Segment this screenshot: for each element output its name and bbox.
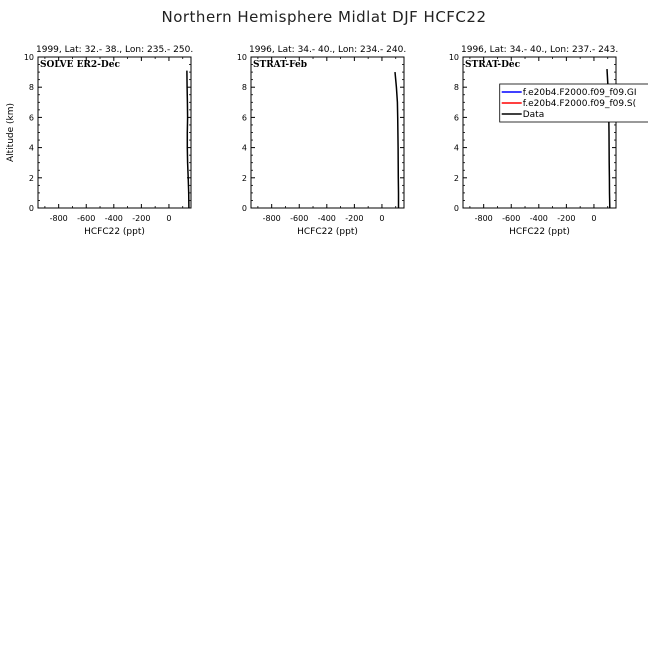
- panel-3-ytick-label: 6: [453, 113, 459, 123]
- panel-2-xtick-label: -400: [317, 214, 336, 223]
- panel-3-xlabel: HCFC22 (ppt): [509, 227, 570, 237]
- panel-1-ytick-label: 10: [23, 53, 34, 62]
- panel-2-ytick-label: 6: [241, 113, 247, 123]
- panel-2-ytick-label: 0: [241, 204, 247, 213]
- panel-1-frame: [38, 57, 191, 208]
- panel-3-ytick-label: 10: [448, 53, 459, 62]
- panel-3-ytick-label: 2: [453, 173, 459, 183]
- panel-1-ytick-label: 8: [28, 83, 34, 93]
- page-title: Northern Hemisphere Midlat DJF HCFC22: [161, 8, 487, 26]
- panel-1-ytick-label: 2: [28, 173, 34, 183]
- panel-3-ytick-label: 0: [453, 204, 459, 213]
- panel-1-xtick-label: 0: [166, 214, 172, 223]
- panel-1-ytick-label: 4: [28, 143, 34, 153]
- panel-3-legend-entry: f.e20b4.F2000.f09_f09.S(: [522, 99, 637, 109]
- panel-1-xtick-label: -800: [49, 214, 68, 223]
- panel-3-label: STRAT-Dec: [465, 60, 521, 70]
- panel-2-xtick-label: -800: [262, 214, 281, 223]
- panel-3-subtitle: 1996, Lat: 34.- 40., Lon: 237.- 243.: [461, 45, 619, 55]
- panel-3-ytick-label: 4: [453, 143, 459, 153]
- panel-2-label: STRAT-Feb: [253, 60, 308, 70]
- panel-1-label: SOLVE ER2-Dec: [40, 60, 120, 70]
- panel-3-xtick-label: -400: [529, 214, 548, 223]
- panel-3-xtick-label: -800: [474, 214, 493, 223]
- panel-2-xtick-label: -200: [345, 214, 364, 223]
- panel-1-xtick-label: -200: [132, 214, 151, 223]
- panel-3-xtick-label: -200: [557, 214, 576, 223]
- panel-1-ytick-label: 0: [28, 204, 34, 213]
- panel-2-xtick-label: -600: [290, 214, 309, 223]
- panel-1-subtitle: 1999, Lat: 32.- 38., Lon: 235.- 250.: [36, 45, 194, 55]
- panel-1-ylabel: Altitude (km): [6, 102, 16, 163]
- panel-3-legend-entry: Data: [522, 110, 545, 120]
- panel-2-ytick-label: 8: [241, 83, 247, 93]
- panel-2-ytick-label: 10: [236, 53, 247, 62]
- panel-2-ytick-label: 4: [241, 143, 247, 153]
- panel-1-series-1-line: [187, 71, 189, 208]
- panel-1-xtick-label: -400: [104, 214, 123, 223]
- panel-3-xtick-label: -600: [502, 214, 521, 223]
- panel-3-xtick-label: 0: [591, 214, 597, 223]
- panel-3-ytick-label: 8: [453, 83, 459, 93]
- panel-2-series-1-line: [395, 72, 399, 208]
- panel-1-xlabel: HCFC22 (ppt): [84, 227, 145, 237]
- panel-2-ytick-label: 2: [241, 173, 247, 183]
- panel-2-frame: [251, 57, 404, 208]
- panel-1-ytick-label: 6: [28, 113, 34, 123]
- panel-2-xlabel: HCFC22 (ppt): [297, 227, 358, 237]
- panel-3-legend-entry: f.e20b4.F2000.f09_f09.GI: [522, 88, 637, 98]
- panel-2-xtick-label: 0: [379, 214, 385, 223]
- panel-1-xtick-label: -600: [77, 214, 96, 223]
- panel-3-frame: [463, 57, 616, 208]
- panel-2-subtitle: 1996, Lat: 34.- 40., Lon: 234.- 240.: [249, 45, 407, 55]
